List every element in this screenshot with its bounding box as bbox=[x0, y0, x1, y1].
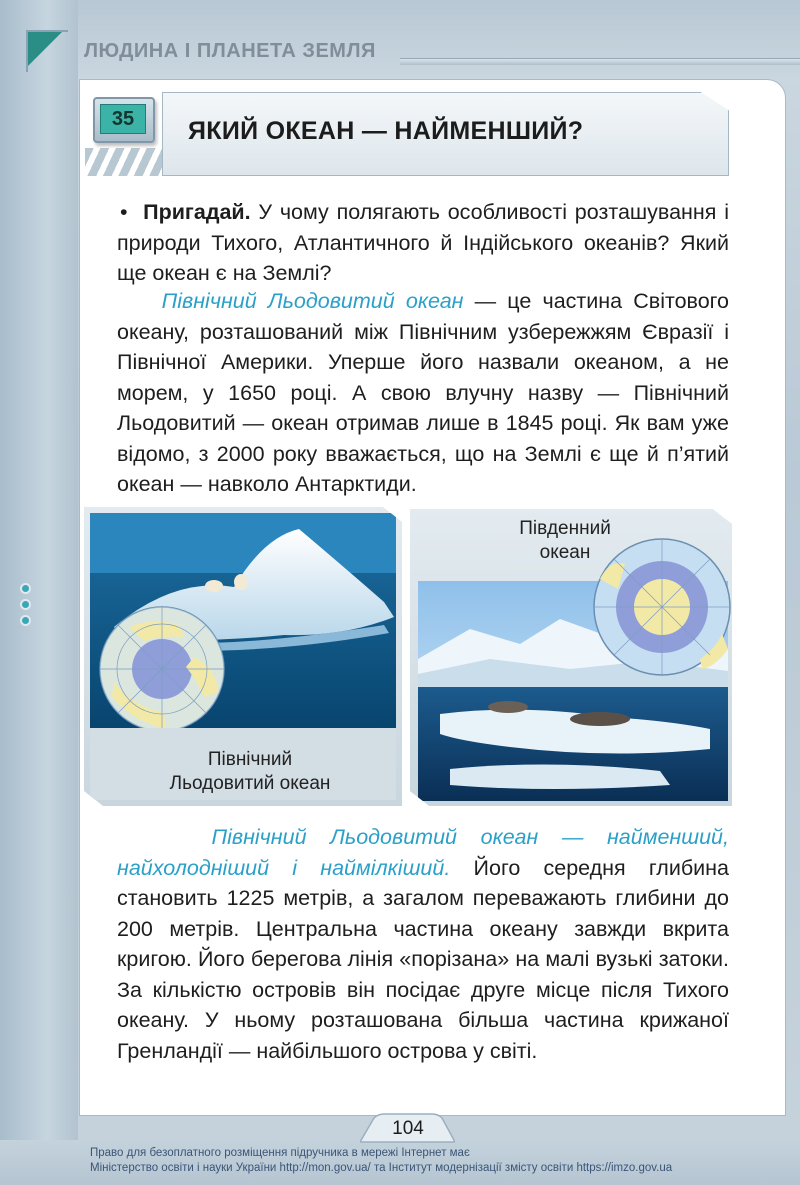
arctic-caption bbox=[150, 748, 350, 796]
side-dots-decoration bbox=[22, 585, 29, 633]
license-line-1: Право для безоплатного розміщення підручника в мережі Інтернет має bbox=[90, 1147, 470, 1159]
intro-text: У чому полягають особливості розташування і природи Тихого, Атлантичного й Індійського океанів? Який ще океан є на Землі? bbox=[117, 200, 729, 285]
arctic-caption-line2: Льодовитий океан bbox=[169, 773, 331, 794]
paragraph-2-accent: Північний Льодовитий океан — найменший, найхолодніший і наймілкіший. bbox=[117, 825, 729, 880]
dot-icon bbox=[22, 601, 29, 608]
arctic-caption-line1: Північний bbox=[207, 749, 293, 770]
page-frame-top bbox=[0, 0, 800, 78]
paragraph-2 bbox=[117, 822, 729, 1066]
page-frame-left bbox=[0, 0, 78, 1185]
paragraph-1-accent: Північний Льодовитий океан bbox=[161, 289, 464, 313]
page-number: 104 bbox=[392, 1118, 424, 1139]
bullet: • bbox=[120, 200, 128, 224]
paragraph-1 bbox=[117, 286, 729, 500]
corner-triangle-icon bbox=[28, 32, 62, 66]
paragraph-2-text: Його середня глибина становить 1225 метрів, а загалом переважають глибини до 200 метрів. Центральна частина океану завжди вкрита кригою. Його берегова лінія «порізана» на малі вузькі затоки. За кількістю островів він посідає друге місце після Тихого океану. У ньому розташована більша частина крижаної Гренландії — найбільшого острова у світі. bbox=[117, 855, 729, 1063]
lesson-title: ЯКИЙ ОКЕАН — НАЙМЕНШИЙ? bbox=[188, 117, 584, 145]
license-line-2: Міністерство освіти і науки України http://mon.gov.ua/ та Інститут модернізації змісту освіти https://imzo.gov.ua bbox=[90, 1162, 673, 1174]
southern-caption bbox=[490, 517, 640, 565]
dot-icon bbox=[22, 585, 29, 592]
dot-icon bbox=[22, 617, 29, 624]
southern-caption-line1: Південний bbox=[519, 518, 611, 539]
badge-stripes-decoration bbox=[85, 148, 175, 176]
southern-caption-line2: океан bbox=[539, 542, 591, 563]
paragraph-1-text: — це частина Світового океану, розташований між Північним узбережжям Євразії і Північної Америки. Уперше його назвали океаном, а не морем, у 1650 році. А свою влучну назву — Північний Льодовитий — океан отримав лише в 1845 році. Як вам уже відомо, з 2000 року вважається, що на Землі є ще й п’ятий океан — навколо Антарктиди. bbox=[117, 289, 729, 496]
running-header: ЛЮДИНА І ПЛАНЕТА ЗЕМЛЯ bbox=[84, 40, 376, 62]
lesson-number: 35 bbox=[100, 104, 146, 134]
intro-lead: Пригадай. bbox=[143, 200, 251, 224]
intro-paragraph bbox=[117, 197, 729, 289]
header-rule bbox=[400, 58, 800, 65]
lesson-number-badge bbox=[93, 97, 155, 143]
